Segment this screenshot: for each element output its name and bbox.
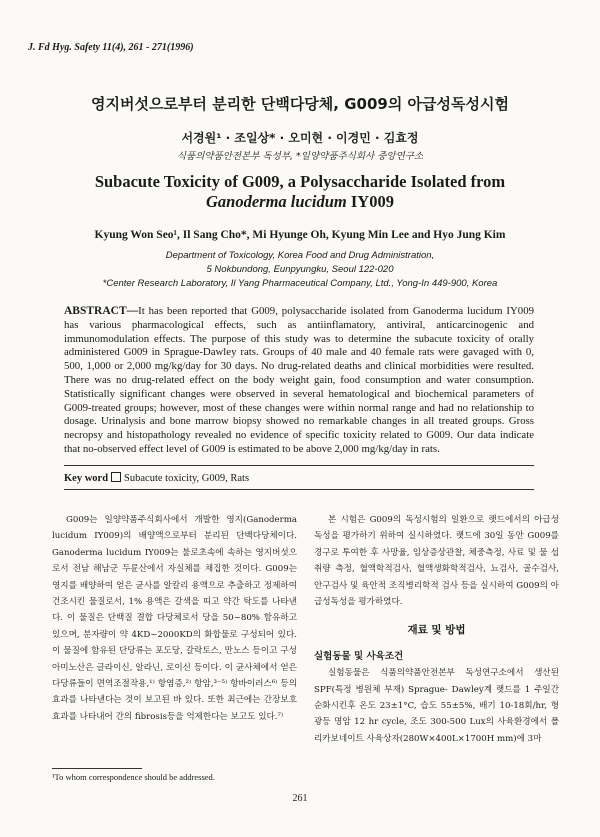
journal-citation: J. Fd Hyg. Safety 11(4), 261 - 271(1996) — [28, 42, 194, 53]
subsection-title: 실험동물 및 사육조건 — [314, 650, 404, 662]
keywords — [64, 472, 249, 484]
keyword-label: Key word — [64, 473, 109, 484]
affiliation-korean: 식품의약품안전본부 독성부, *일양약품주식회사 중앙연구소 — [176, 151, 424, 162]
keyword-text: Subacute toxicity, G009, Rats — [124, 473, 250, 484]
checkbox-icon — [111, 472, 121, 482]
animals-paragraph: 실험동물은 식품의약품안전본부 독성연구소에서 생산된 SPF(특정 병원체 부재) Sprague- Dawley계 랫드를 1 주일간 순화시킨후 온도 23±1°C, 습도 55±5%, 배기 10-18회/hr, 형광등 명암 12 hr cycle, 조도 300-500 Lux의 사육환경에서 폴리카보네이트 사육상자(280W×400L×1700H mm)에 3마 — [314, 668, 559, 744]
right-column — [314, 512, 559, 747]
study-purpose-paragraph: 본 시험은 G009의 독성시험의 일환으로 랫드에서의 아급성 독성을 평가하기 위하여 실시하였다. 랫드에 30일 동안 G009를 경구로 투여한 후 사망율, 임상증상관찰, 체중측정, 사료 및 물 섭취량 측정, 혈액학적검사, 혈액생화학적검사, 뇨검사, 골수검사, 안구검사 및 육안적 조직병리학적 검사 등을 실시하여 G009의 아급성독성을 평가하였다. — [314, 515, 559, 608]
affiliation-english-3: *Center Research Laboratory, Il Yang Pharmaceutical Company, Ltd., Yong-In 449-900, Korea — [102, 278, 498, 289]
title-korean: 영지버섯으로부터 분리한 단백다당체, G009의 아급성독성시험 — [91, 95, 509, 113]
intro-paragraph: G009는 일양약품주식회사에서 개발한 영지(Ganoderma lucidum IY009)의 배양액으로부터 분리된 단백다당체이다. Ganoderma lucidum IY009는 불로초속에 속하는 영지버섯으로서 전남 해남군 두륜산에서 자실체를 채집한 것이다. G009는 영지를 배양하여 얻은 균사를 알칼리 용액으로 추출하고 정제하여 건조시킨 물질로서, 1% 용액은 갈색을 띠고 약간 탁도를 나타낸다. 이 물질은 단백질 결합 다당체로서 당을 50~80% 함유하고 있으며, 분자량이 약 4KD~2000KD의 화합물로 구성되어 있다. 이 물질에 함유된 단당류는 포도당, 갈락토스, 만노스 등이고 구성 아미노산은 글라이신, 알라닌, 로이신 등이다. 이 균사체에서 얻은 다당류들이 면역조절작용,¹⁾ 항염증,²⁾ 항암,³⁻⁵⁾ 항바이러스⁶⁾ 등의 효과를 나타낸다는 것이 보고된 바 있다. 또한 최근에는 간장보호 효과를 나타내어 간의 fibrosis등을 억제한다는 보고도 있다.⁷⁾ — [52, 515, 297, 722]
abstract: ABSTRACT—It has been reported that G009, polysaccharide isolated from Ganoderma lucidum IY009 has various pharmacological effects, such as antiinflamatory, antiviral, anticarcinogenic and immunomodulation effects. The purpose of this study was to determine the subacute toxicity of orally administered G009 in Sprague-Dawley rats. Groups of 40 male and 40 female rats were gavaged with 0, 500, 1,000 or 2,000 mg/kg/day for 30 days. No drug-related deaths and clinical morbidities were resulted. There was no drug-related effect on the body weight gain, food consumption and water consumption. Statistically significant changes were observed in several hematological and biochemical parameters of G009-treated groups; however, most of these changes were within normal range and had no relationship to dosage. Urinalysis and bone marrow biopsy showed no remarkable changes in all treated groups. Gross necropsy and histopathology revealed no evidence of specific toxicity related to G009. Our data indicate that no-observed effect level of G009 is estimated to be above 2,000 mg/kg/day in rats. — [64, 305, 534, 455]
divider-top — [64, 465, 534, 466]
left-column — [52, 512, 297, 725]
page-number: 261 — [292, 793, 308, 804]
authors-english: Kyung Won Seo¹, Il Sang Cho*, Mi Hyunge Oh, Kyung Min Lee and Hyo Jung Kim — [94, 229, 506, 241]
strain-code: IY009 — [346, 192, 394, 211]
affiliation-english-1: Department of Toxicology, Korea Food and Drug Administration, — [165, 250, 435, 261]
abstract-text: It has been reported that G009, polysaccharide isolated from Ganoderma lucidum IY009 has various pharmacological effects, such as antiinflamatory, antiviral, anticarcinogenic and immunomodulation effects. The purpose of this study was to determine the subacute toxicity of orally administered G009 in Sprague-Dawley rats. Groups of 40 male and 40 female rats were gavaged with 0, 500, 1,000 or 2,000 mg/kg/day for 30 days. No drug-related deaths and clinical morbidities were resulted. There was no drug-related effect on the body weight gain, food consumption and water consumption. Statistically significant changes were observed in several hematological and biochemical parameters of G009-treated groups; however, most of these changes were within normal range and had no relationship to dosage. Urinalysis and bone marrow biopsy showed no remarkable changes in all treated groups. Gross necropsy and histopathology revealed no evidence of specific toxicity related to G009. Our data indicate that no-observed effect level of G009 is estimated to be above 2,000 mg/kg/day in rats. — [64, 305, 534, 455]
title-english-line2 — [0, 192, 600, 212]
footnote-rule — [52, 768, 142, 769]
divider-bottom — [64, 489, 534, 490]
species-name: Ganoderma lucidum — [206, 192, 347, 211]
abstract-label: ABSTRACT — [64, 305, 127, 317]
authors-korean: 서경원¹ · 조일상* · 오미현 · 이경민 · 김효정 — [181, 131, 419, 145]
affiliation-english-2: 5 Nokbundong, Eunpyungku, Seoul 122-020 — [206, 264, 394, 275]
title-english-line1: Subacute Toxicity of G009, a Polysaccharide Isolated from — [94, 172, 506, 191]
footnote: ¹To whom correspondence should be addressed. — [52, 772, 215, 782]
section-title: 재료 및 방법 — [407, 624, 466, 637]
